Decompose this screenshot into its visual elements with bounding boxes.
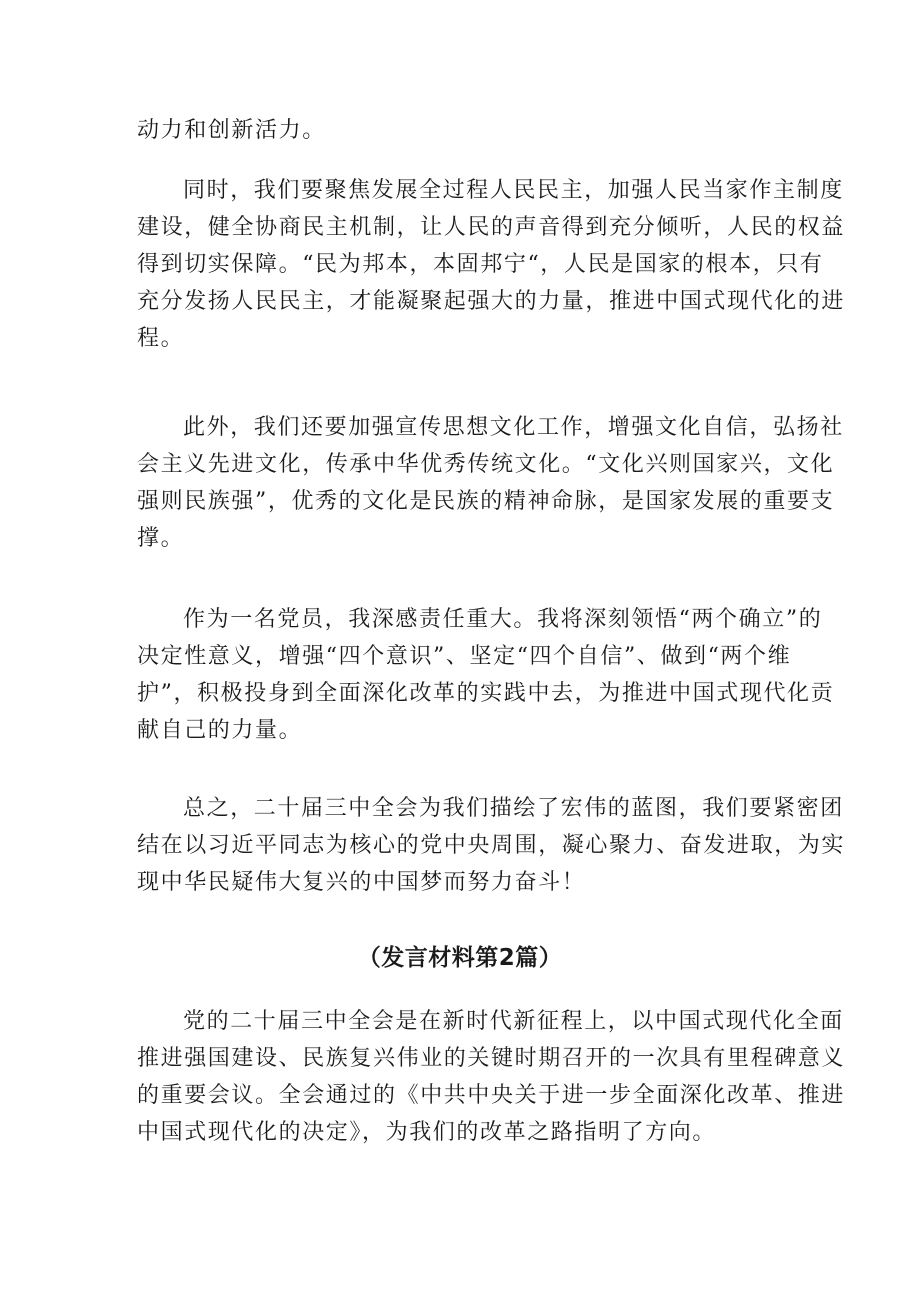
text-line: 动力和创新活力。 xyxy=(137,118,326,143)
text-line: 会主义先进文化，传承中华优秀传统文化。“文化兴则国家兴，文化 xyxy=(137,452,835,477)
text-line: 程。 xyxy=(137,326,185,351)
text-line: 推进强国建设、民族复兴伟业的关键时期召开的一次具有里程碑意义 xyxy=(137,1046,846,1071)
text-line: 现中华民疑伟大复兴的中国梦而努力奋斗！ xyxy=(137,870,586,895)
text-line: 此外，我们还要加强宣传思想文化工作，增强文化自信，弘扬社 xyxy=(183,415,844,440)
text-line: 充分发扬人民民主，才能凝聚起强大的力量，推进中国式现代化的进 xyxy=(137,289,846,314)
paragraph-conclusion xyxy=(137,790,846,901)
paragraph-continuation xyxy=(137,112,797,149)
text-line: 中国式现代化的决定》，为我们的改革之路指明了方向。 xyxy=(137,1120,717,1145)
text-line: 撑。 xyxy=(137,526,185,551)
text-line: 作为一名党员，我深感责任重大。我将深刻领悟“两个确立”的 xyxy=(183,607,823,632)
text-line: 建设，健全协商民主机制，让人民的声音得到充分倾听，人民的权益 xyxy=(137,215,846,240)
text-line: 的重要会议。全会通过的《中共中央关于进一步全面深化改革、推进 xyxy=(137,1083,846,1108)
paragraph-party-member xyxy=(137,601,835,749)
paragraph-people-democracy xyxy=(137,172,846,357)
text-line: 结在以习近平同志为核心的党中央周围，凝心聚力、奋发进取，为实 xyxy=(137,833,846,858)
text-line: 护”，积极投身到全面深化改革的实践中去，为推进中国式现代化贡 xyxy=(137,681,835,706)
paragraph-culture xyxy=(137,409,844,557)
paragraph-plenary-session xyxy=(137,1003,846,1151)
text-line: 决定性意义，增强“四个意识”、坚定“四个自信”、做到“两个维 xyxy=(137,644,792,669)
text-line: 总之，二十届三中全会为我们描绘了宏伟的蓝图，我们要紧密团 xyxy=(183,796,844,821)
text-line: 强则民族强”，优秀的文化是民族的精神命脉，是国家发展的重要支 xyxy=(137,489,835,514)
text-line: 献自己的力量。 xyxy=(137,718,303,743)
text-line: 党的二十届三中全会是在新时代新征程上，以中国式现代化全面 xyxy=(183,1009,844,1034)
text-line: 得到切实保障。“民为邦本，本固邦宁“，人民是国家的根本，只有 xyxy=(137,252,824,277)
text-line: 同时，我们要聚焦发展全过程人民民主，加强人民当家作主制度 xyxy=(183,178,844,203)
section-heading: （发言材料第2篇） xyxy=(357,945,563,971)
